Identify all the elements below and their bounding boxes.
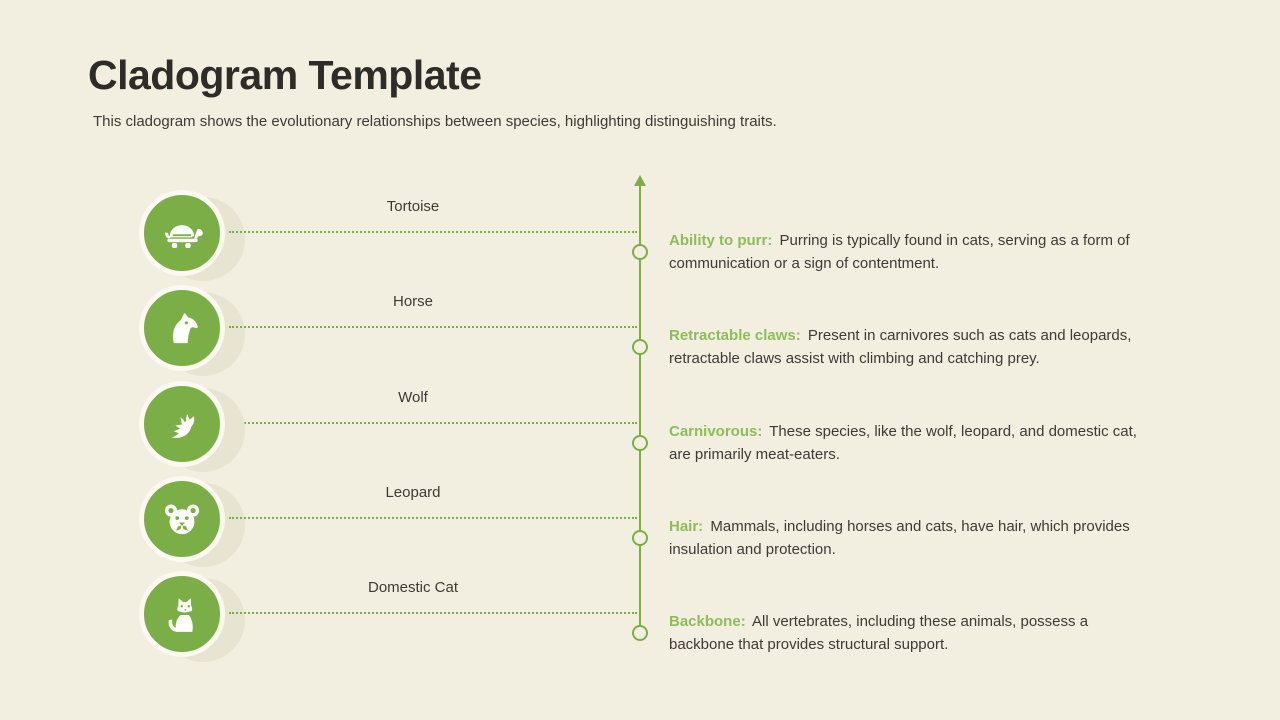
dotted-connector [229, 231, 637, 233]
animal-row-leopard [0, 476, 660, 562]
animal-badge [139, 190, 225, 276]
trait-block-carnivorous [669, 420, 1151, 466]
trait-label: Ability to purr: [669, 232, 773, 249]
animal-label: Leopard [385, 484, 441, 501]
animal-label: Horse [392, 293, 433, 310]
animal-label: Tortoise [386, 198, 440, 215]
tortoise-icon [156, 207, 208, 259]
animal-row-domestic-cat [0, 571, 660, 657]
trait-description: Present in carnivores such as cats and leopards, retractable claws assist with climbing and catching prey. [669, 327, 1132, 367]
trait-label: Retractable claws: [669, 327, 801, 344]
trait-label: Carnivorous: [669, 423, 763, 440]
leopard-icon [156, 493, 208, 545]
animal-label: Domestic Cat [367, 579, 459, 596]
trait-description: Purring is typically found in cats, serving as a form of communication or a sign of contentment. [669, 232, 1130, 272]
animal-row-horse [0, 285, 660, 371]
trait-block-retractable-claws [669, 324, 1151, 370]
clade-node [632, 530, 648, 546]
clade-node [632, 625, 648, 641]
clade-node [632, 244, 648, 260]
dotted-connector [229, 517, 637, 519]
trait-description: These species, like the wolf, leopard, and domestic cat, are primarily meat-eaters. [669, 423, 1137, 463]
animal-row-wolf [0, 381, 660, 467]
clade-node [632, 339, 648, 355]
trait-block-hair [669, 515, 1151, 561]
wolf-icon [156, 398, 208, 450]
horse-icon [156, 302, 208, 354]
page-title: Cladogram Template [88, 52, 482, 98]
cat-icon [156, 588, 208, 640]
dotted-connector [229, 326, 637, 328]
dotted-connector [229, 612, 637, 614]
animal-badge [139, 571, 225, 657]
trait-label: Hair: [669, 518, 704, 535]
animal-label: Wolf [398, 389, 428, 406]
animal-row-tortoise [0, 190, 660, 276]
animal-badge [139, 476, 225, 562]
trait-block-backbone [669, 610, 1151, 656]
trait-label: Backbone: [669, 613, 746, 630]
dotted-connector [229, 422, 637, 424]
animal-badge [139, 285, 225, 371]
trait-description: Mammals, including horses and cats, have hair, which provides insulation and protection. [669, 518, 1130, 558]
trait-description: All vertebrates, including these animals, possess a backbone that provides structural support. [669, 613, 1089, 653]
animal-badge [139, 381, 225, 467]
page-subtitle: This cladogram shows the evolutionary relationships between species, highlighting distinguishing traits. [93, 113, 777, 130]
trait-block-ability-to-purr [669, 229, 1151, 275]
clade-node [632, 435, 648, 451]
